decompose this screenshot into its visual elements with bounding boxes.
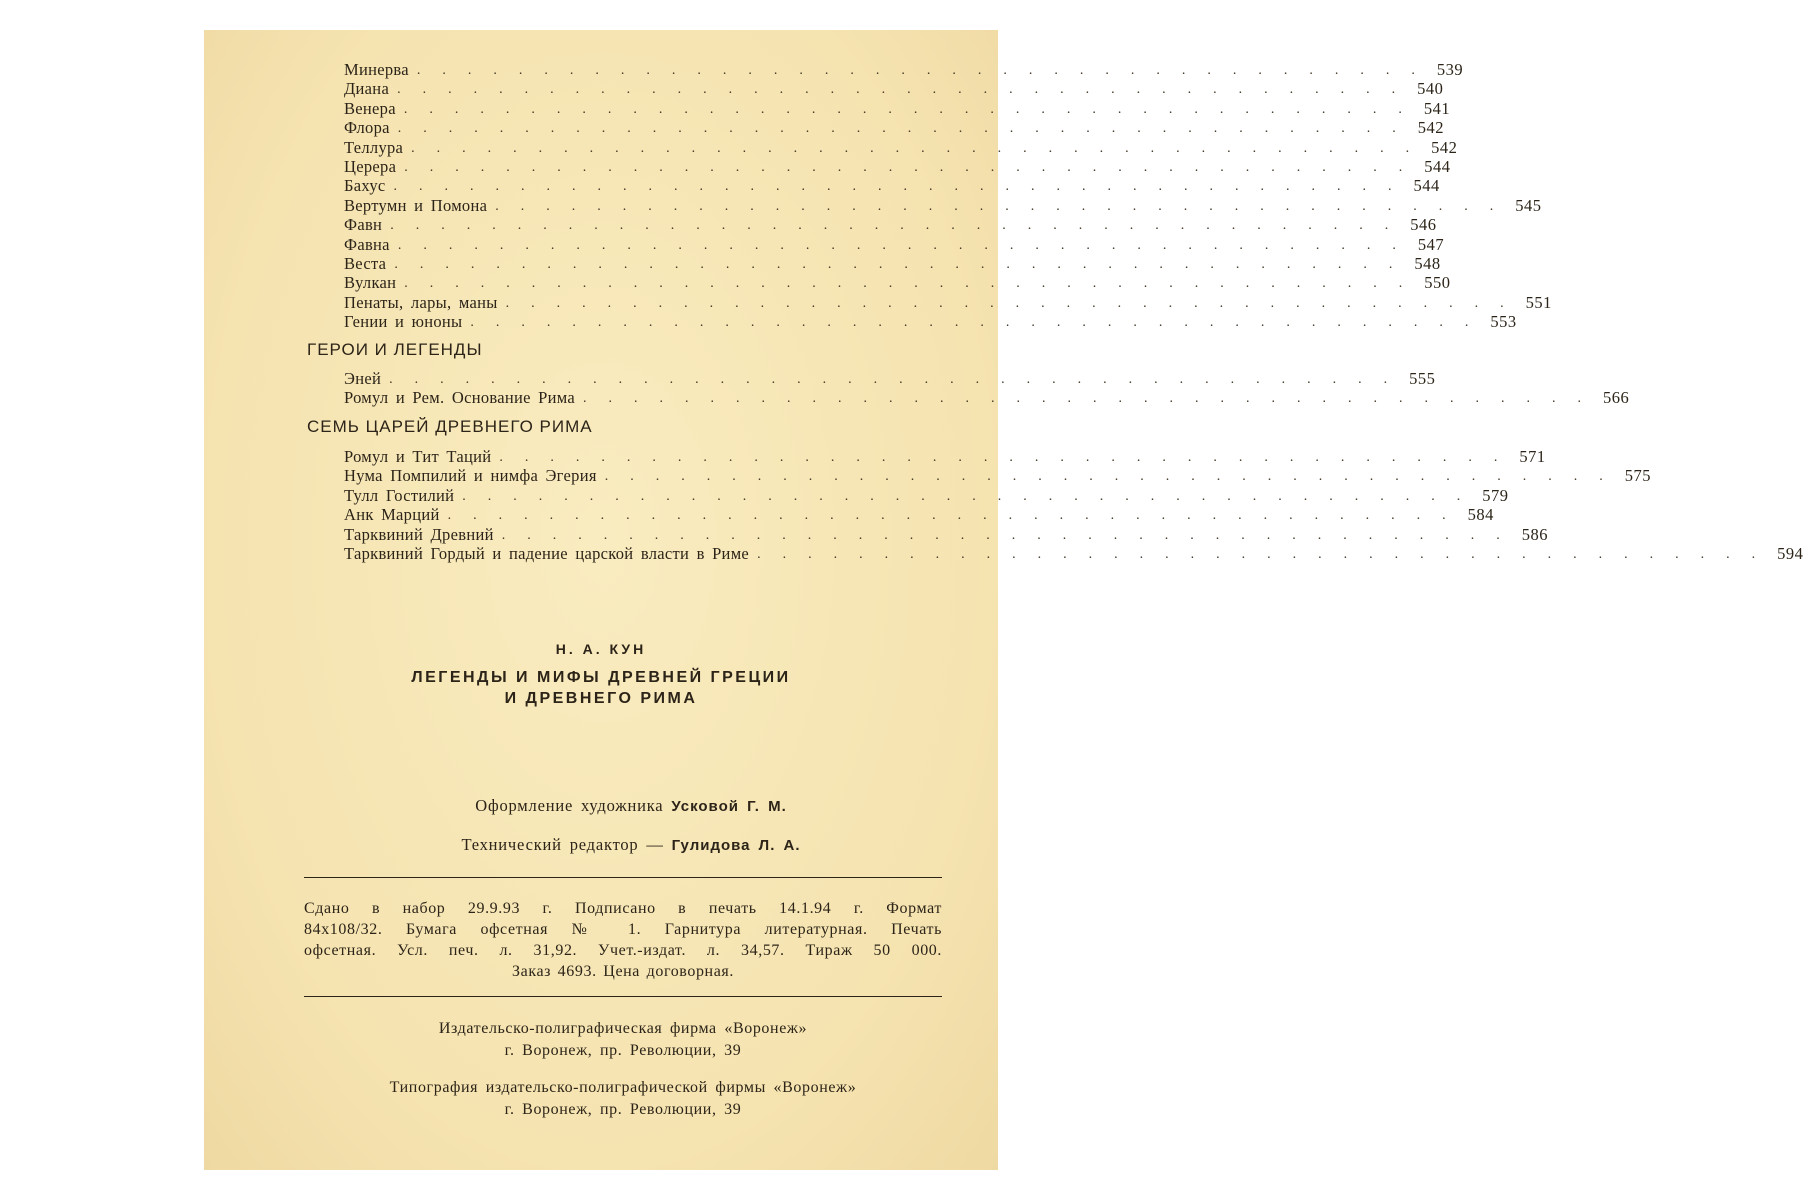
publisher-name: Издательско-полиграфическая фирма «Воронеж»	[438, 1020, 808, 1037]
divider-bottom	[304, 996, 942, 997]
toc-entry-page-number: 539	[1436, 60, 1464, 79]
toc-entry-title: Нума Помпилий и нимфа Эгерия	[344, 466, 597, 486]
toc-entry	[344, 485, 1509, 505]
printer-name: Типография издательско-полиграфической фирмы «Воронеж»	[389, 1079, 857, 1096]
toc-entry-leader-dots: ........................................	[470, 315, 1491, 331]
toc-entry-page-number: 546	[1410, 215, 1437, 235]
toc-entry-page-number: 548	[1414, 254, 1441, 273]
toc-entry-page-number: 541	[1423, 98, 1451, 118]
toc-entry-title: Минерва	[344, 60, 409, 79]
section-heading-heroes: ГЕРОИ И ЛЕГЕНДЫ	[307, 340, 483, 359]
toc-entry-page-number: 594	[1777, 544, 1803, 563]
toc-entry	[344, 447, 1546, 466]
tech-editor-name: Гулидова Л. А.	[671, 837, 801, 854]
toc-entry-page-number: 544	[1424, 157, 1451, 176]
toc-entry-leader-dots: ........................................	[416, 63, 1437, 78]
toc-entry-page-number: 586	[1521, 524, 1548, 544]
toc-entry-page-number: 542	[1431, 137, 1458, 157]
toc-entry-title: Церера	[344, 157, 397, 176]
toc-entry	[344, 79, 1444, 99]
publisher-address: г. Воронеж, пр. Революции, 39	[504, 1042, 742, 1059]
toc-entry-page-number: 545	[1515, 195, 1542, 215]
toc-entry	[344, 118, 1445, 138]
toc-entry	[344, 388, 1630, 408]
toc-entry-title: Бахус	[344, 176, 386, 196]
toc-entry	[344, 215, 1437, 235]
toc-entry-leader-dots: ........................................	[447, 508, 1468, 524]
toc-entry-leader-dots: ........................................	[390, 218, 1411, 234]
toc-entry-title: Пенаты, лары, маны	[344, 292, 498, 312]
toc-entry-title: Вулкан	[344, 273, 397, 293]
toc-entry-title: Флора	[344, 118, 390, 138]
toc-entry	[344, 60, 1464, 79]
book-title-line-1: ЛЕГЕНДЫ И МИФЫ ДРЕВНЕЙ ГРЕЦИИ	[411, 669, 791, 686]
toc-entry-page-number: 555	[1409, 369, 1436, 388]
book-title-line-2: И ДРЕВНЕГО РИМА	[504, 690, 698, 707]
toc-entry-title: Гении и юноны	[344, 312, 463, 332]
toc-entry-leader-dots: ........................................	[403, 101, 1424, 117]
toc-entry-title: Тулл Гостилий	[344, 485, 455, 505]
toc-entry	[344, 466, 1651, 486]
toc-entry-page-number: 584	[1467, 505, 1494, 525]
toc-entry-leader-dots: ........................................	[505, 295, 1526, 311]
toc-entry-leader-dots: ........................................	[501, 527, 1522, 543]
toc-entry-leader-dots: ........................................	[397, 121, 1418, 137]
toc-entry-leader-dots: ........................................	[757, 547, 1778, 562]
toc-entry	[344, 254, 1441, 273]
toc-entry	[344, 176, 1440, 196]
toc-entry-title: Веста	[344, 254, 387, 273]
toc-entry	[344, 369, 1436, 388]
toc-entry	[344, 524, 1548, 544]
tech-editor-credit	[234, 835, 1028, 855]
toc-entry-title: Фавн	[344, 215, 383, 235]
toc-entry-title: Венера	[344, 98, 396, 118]
toc-entry-page-number: 571	[1519, 447, 1546, 466]
toc-entry-title: Вертумн и Помона	[344, 195, 488, 215]
design-credit	[234, 796, 1028, 816]
imprint-block	[304, 898, 942, 982]
toc-entry	[344, 292, 1552, 312]
toc-entry-leader-dots: ........................................	[604, 469, 1625, 485]
printer-address: г. Воронеж, пр. Революции, 39	[504, 1101, 742, 1118]
toc-entry-page-number: 547	[1417, 234, 1445, 254]
toc-entry-leader-dots: ........................................	[393, 179, 1414, 195]
toc-entry	[344, 137, 1458, 157]
toc-entry-leader-dots: ........................................	[583, 391, 1604, 407]
toc-entry-leader-dots: ........................................	[499, 450, 1520, 465]
toc-entry-page-number: 542	[1417, 118, 1445, 138]
imprint-line-2: 84х108/32. Бумага офсетная № 1. Гарнитура литературная. Печать	[304, 921, 942, 938]
toc-entry-title: Теллура	[344, 137, 404, 157]
toc-entry-leader-dots: ........................................	[404, 276, 1425, 292]
design-credit-name: Усковой Г. М.	[671, 798, 787, 815]
book-page	[204, 30, 1803, 1170]
toc-entry-title: Эней	[344, 369, 382, 388]
design-credit-label: Оформление художника	[475, 796, 664, 815]
toc-entry	[344, 195, 1542, 215]
toc-entry-title: Ромул и Тит Таций	[344, 447, 492, 466]
toc-entry-page-number: 550	[1424, 273, 1451, 293]
book-author: Н. А. КУН	[555, 641, 647, 657]
toc-entry-leader-dots: ........................................	[404, 160, 1425, 175]
toc-entry-leader-dots: ........................................	[495, 198, 1516, 214]
toc-entry-page-number: 575	[1624, 466, 1651, 486]
imprint-line-4: Заказ 4693. Цена договорная.	[512, 963, 734, 980]
toc-entry-leader-dots: ........................................	[389, 372, 1410, 387]
toc-entry-page-number: 540	[1417, 79, 1444, 99]
toc-entry-title: Тарквиний Гордый и падение царской власти в Риме	[344, 544, 750, 563]
toc-entry	[344, 157, 1451, 176]
toc-entry	[344, 98, 1451, 118]
toc-entry-leader-dots: ........................................	[462, 488, 1483, 504]
toc-entry-page-number: 579	[1482, 485, 1509, 505]
toc-entry-title: Анк Марций	[344, 505, 440, 525]
toc-entry-title: Диана	[344, 79, 390, 99]
section-heading-kings: СЕМЬ ЦАРЕЙ ДРЕВНЕГО РИМА	[307, 417, 593, 436]
toc-entry	[344, 544, 1803, 563]
toc-entry	[344, 505, 1494, 525]
toc-entry-title: Фавна	[344, 234, 390, 254]
toc-entry-title: Ромул и Рем. Основание Рима	[344, 388, 576, 408]
toc-entry-leader-dots: ........................................	[397, 82, 1418, 98]
toc-entry	[344, 312, 1517, 332]
toc-entry	[344, 234, 1445, 254]
divider-top	[304, 877, 942, 878]
toc-entry-title: Тарквиний Древний	[344, 524, 494, 544]
imprint-line-1: Сдано в набор 29.9.93 г. Подписано в печать 14.1.94 г. Формат	[304, 900, 942, 917]
toc-entry	[344, 273, 1451, 293]
toc-entry-leader-dots: ........................................	[411, 140, 1432, 156]
toc-entry-page-number: 551	[1525, 292, 1552, 312]
tech-editor-label: Технический редактор —	[461, 835, 664, 854]
imprint-line-3: офсетная. Усл. печ. л. 31,92. Учет.-издат. л. 34,57. Тираж 50 000.	[304, 942, 942, 959]
toc-entry-page-number: 544	[1413, 176, 1440, 196]
toc-entry-leader-dots: ........................................	[397, 237, 1418, 253]
toc-entry-page-number: 553	[1490, 312, 1517, 332]
toc-entry-page-number: 566	[1603, 388, 1630, 408]
toc-entry-leader-dots: ........................................	[394, 257, 1415, 272]
